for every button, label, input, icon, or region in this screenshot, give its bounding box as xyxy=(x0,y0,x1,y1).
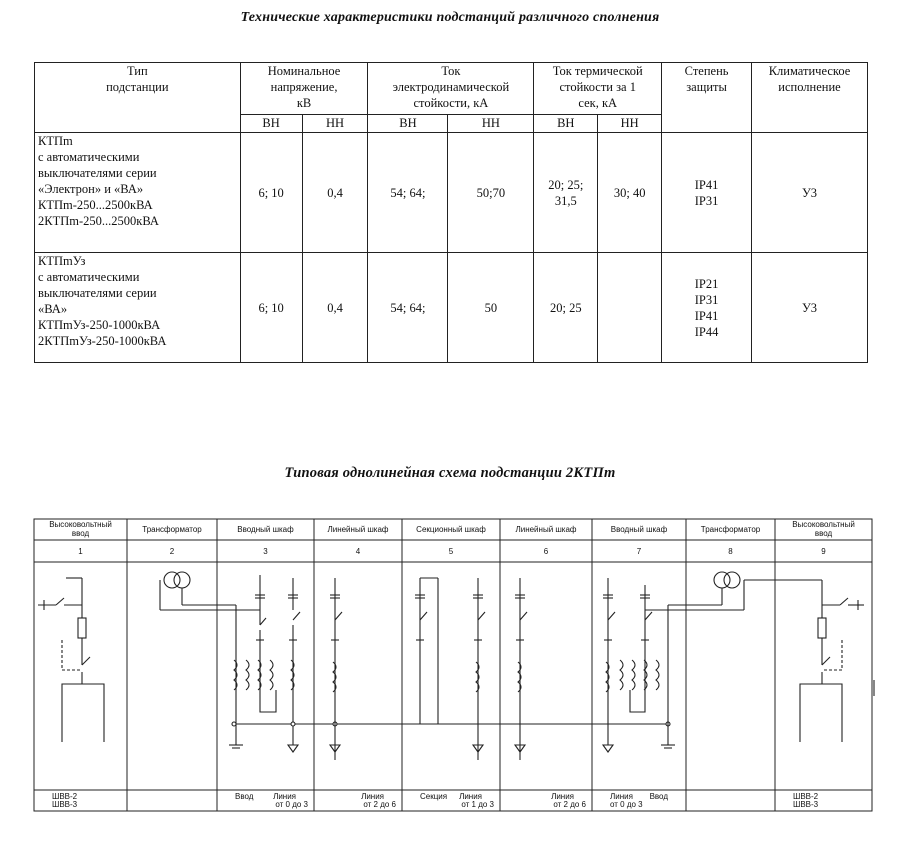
cell-footer-right: Ввод xyxy=(649,792,668,801)
cell-number: 3 xyxy=(263,547,268,556)
cell-climate: У3 xyxy=(752,133,868,253)
cell-header: Трансформатор xyxy=(700,525,761,534)
cell-footer-left-2: ШВВ-3 xyxy=(793,800,819,809)
cell-d-vn: 54; 64; xyxy=(368,253,448,363)
header-climate: Климатическое исполнение xyxy=(752,63,868,133)
cell-footer-right: Линия xyxy=(551,792,574,801)
cell-footer-right: Линия xyxy=(459,792,482,801)
cell-header: Секционный шкаф xyxy=(416,525,486,534)
hv-input-right xyxy=(800,580,874,742)
subheader-vn: ВН xyxy=(534,115,598,133)
cell-u-nn: 0,4 xyxy=(302,133,368,253)
cell-d-nn: 50;70 xyxy=(448,133,534,253)
subheader-nn: НН xyxy=(302,115,368,133)
cell-header: Вводный шкаф xyxy=(610,525,668,534)
table-title: Технические характеристики подстанций различного сполнения xyxy=(240,10,660,25)
cell-footer-left-2: от 0 до 3 xyxy=(610,800,643,809)
input-cabinet-right xyxy=(603,578,675,752)
hv-input-left xyxy=(38,578,104,742)
cell-ip: IP21 IP31 IP41 IP44 xyxy=(662,253,752,363)
cell-footer-right: Линия xyxy=(361,792,384,801)
line-cabinet-right xyxy=(515,578,527,760)
cell-header: Линейный шкаф xyxy=(515,525,577,534)
cell-header: Вводный шкаф xyxy=(237,525,294,534)
cell-footer-left-2: ШВВ-3 xyxy=(52,800,78,809)
subheader-nn: НН xyxy=(448,115,534,133)
cell-t-vn: 20; 25; 31,5 xyxy=(534,133,598,253)
cell-number: 2 xyxy=(169,547,175,556)
cell-number: 5 xyxy=(448,547,454,556)
cell-header: Высоковольтный xyxy=(792,520,855,529)
cell-number: 7 xyxy=(636,547,642,556)
cell-number: 1 xyxy=(78,547,83,556)
header-voltage: Номинальное напряжение, кВ xyxy=(240,63,368,115)
cell-type: КТПmУз с автоматическими выключателями серии «ВА» КТПmУз-250-1000кВА 2КТПmУз-250-1000кВА xyxy=(35,253,241,363)
cell-header: ввод xyxy=(814,529,833,538)
cell-u-vn: 6; 10 xyxy=(240,253,302,363)
cell-number: 4 xyxy=(355,547,361,556)
cell-t-vn: 20; 25 xyxy=(534,253,598,363)
cell-footer-right-2: от 2 до 6 xyxy=(553,800,586,809)
cell-footer-right-2: от 1 до 3 xyxy=(461,800,494,809)
input-cabinet-left xyxy=(229,575,300,752)
cell-footer-left: Линия xyxy=(610,792,633,801)
cell-u-nn: 0,4 xyxy=(302,253,368,363)
header-thermal-current: Ток термической стойкости за 1 сек, кА xyxy=(534,63,662,115)
cell-type: КТПm с автоматическими выключателями серии «Электрон» и «ВА» КТПm-250...2500кВА 2КТПm-250...2500кВА xyxy=(35,133,241,253)
cell-d-vn: 54; 64; xyxy=(368,133,448,253)
cell-u-vn: 6; 10 xyxy=(240,133,302,253)
bus-node xyxy=(232,722,236,726)
cell-number: 8 xyxy=(728,547,733,556)
cell-d-nn: 50 xyxy=(448,253,534,363)
cell-climate: У3 xyxy=(752,253,868,363)
header-dynamic-current: Ток электродинамической стойкости, кА xyxy=(368,63,534,115)
transformer-left xyxy=(160,572,260,610)
header-type: Тип подстанции xyxy=(35,63,241,133)
scheme-frame xyxy=(34,519,872,811)
cell-t-nn: 30; 40 xyxy=(598,133,662,253)
cell-footer-left: Ввод xyxy=(235,792,254,801)
line-cabinet-left xyxy=(330,578,342,760)
cell-footer-right-2: от 0 до 3 xyxy=(275,800,308,809)
scheme-title: Типовая однолинейная схема подстанции 2КТПm xyxy=(284,465,616,481)
cell-header: ввод xyxy=(71,529,90,538)
cell-header: Трансформатор xyxy=(142,525,202,534)
cell-footer-left: ШВВ-2 xyxy=(52,792,78,801)
cell-number: 6 xyxy=(543,547,549,556)
cell-footer-right-2: от 2 до 6 xyxy=(363,800,396,809)
cell-footer-left: Секция xyxy=(420,792,448,801)
cell-footer-right: Линия xyxy=(273,792,296,801)
cell-footer-left: ШВВ-2 xyxy=(793,792,819,801)
cell-header: Высоковольтный xyxy=(49,520,112,529)
subheader-vn: ВН xyxy=(240,115,302,133)
cell-header: Линейный шкаф xyxy=(327,525,389,534)
header-protection: Степень защиты xyxy=(662,63,752,133)
bus-node xyxy=(291,722,295,726)
subheader-vn: ВН xyxy=(368,115,448,133)
cell-ip: IP41 IP31 xyxy=(662,133,752,253)
section-cabinet xyxy=(415,578,485,760)
transformer-right xyxy=(645,572,822,610)
cell-number: 9 xyxy=(821,547,826,556)
subheader-nn: НН xyxy=(598,115,662,133)
